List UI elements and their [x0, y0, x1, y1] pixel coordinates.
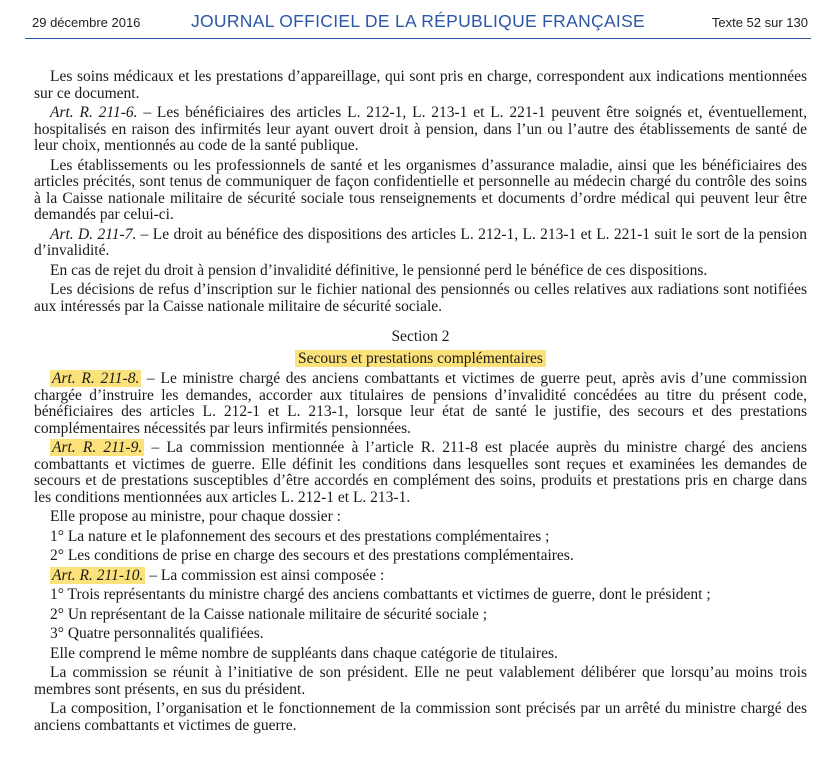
section-number: Section 2 — [391, 328, 450, 345]
article-label-highlighted: Art. R. 211-10. — [52, 566, 144, 584]
paragraph: Elle comprend le même nombre de suppléants dans chaque catégorie de titulaires. — [50, 644, 558, 662]
texte-reference: Texte 52 sur 130 — [711, 15, 808, 30]
article-r211-9 — [34, 440, 807, 506]
document-body — [34, 69, 807, 737]
list-item: 2° Un représentant de la Caisse nationale militaire de sécurité sociale ; — [50, 605, 488, 623]
article-r211-8 — [34, 371, 807, 437]
paragraph: Les décisions de refus d’inscription sur le fichier national des pensionnés ou celles relatives aux radiations sont notifiées aux intéressés par la Caisse nationale militaire de sécurité sociale. — [34, 281, 807, 315]
list-item: 1° La nature et le plafonnement des secours et des prestations complémentaires ; — [50, 527, 550, 545]
article-text: – Les bénéficiaires des articles L. 212-1, L. 213-1 et L. 221-1 peuvent être soignés et, éventuellement, hospitalisés en raison des infirmités leur ayant ouvert droit à pension, dans l’un ou l’autre des établissements de santé de leur choix, mentionnés au code de la santé publique. — [34, 104, 807, 154]
article-label-highlighted: Art. R. 211-9. — [52, 439, 143, 456]
paragraph: En cas de rejet du droit à pension d’invalidité définitive, le pensionné perd le bénéfice de ces dispositions. — [50, 261, 708, 279]
header-rule — [25, 38, 811, 39]
article-text: – La commission est ainsi composée : — [145, 566, 385, 584]
article-r211-6 — [34, 105, 807, 155]
paragraph: La commission se réunit à l’initiative de son président. Elle ne peut valablement délibérer que lorsqu’au moins trois membres sont présents, en sus du président. — [34, 664, 807, 698]
section-title — [34, 351, 807, 368]
journal-title: JOURNAL OFFICIEL DE LA RÉPUBLIQUE FRANÇAISE — [190, 11, 646, 31]
paragraph: Les soins médicaux et les prestations d’appareillage, qui sont pris en charge, correspondent aux indications mentionnées sur ce document. — [34, 68, 807, 102]
page-header — [0, 0, 836, 40]
section-title-text: Secours et prestations complémentaires — [295, 350, 546, 367]
article-r211-10 — [34, 568, 807, 585]
article-d211-7 — [34, 227, 807, 260]
paragraph: La composition, l’organisation et le fonctionnement de la commission sont précisés par un arrêté du ministre chargé des anciens combattants et victimes de guerre. — [34, 700, 807, 734]
article-label-highlighted: Art. R. 211-8. — [52, 370, 140, 387]
article-text: – La commission mentionnée à l’article R. 211-8 est placée auprès du ministre chargé des anciens combattants et victimes de guerre. Elle définit les conditions dans lesquelles sont reçues et examinées les demandes de secours et de prestations susceptibles d’être accordés en complément des soins, produits et prestations pris en charge dans les conditions mentionnées aux articles L. 212-1 et L. 213-1. — [34, 439, 807, 506]
paragraph: Les établissements ou les professionnels de santé et les organismes d’assurance maladie, ainsi que les bénéficiaires des articles précités, sont tenus de communiquer de façon confidentielle et personnelle au médecin chargé du contrôle des soins à la Caisse nationale militaire de sécurité sociale tous renseignements et documents d’ordre médical qui peuvent leur être demandés par celui-ci. — [34, 156, 807, 223]
article-label: Art. D. 211-7. — [50, 225, 137, 243]
article-text: – Le droit au bénéfice des dispositions des articles L. 212-1, L. 213-1 et L. 221-1 suit le sort de la pension d’invalidité. — [34, 225, 807, 259]
paragraph: Elle propose au ministre, pour chaque dossier : — [50, 508, 341, 525]
publication-date: 29 décembre 2016 — [32, 15, 141, 30]
list-item: 3° Quatre personnalités qualifiées. — [50, 625, 264, 642]
list-item: 1° Trois représentants du ministre chargé des anciens combattants et victimes de guerre, dont le président ; — [50, 586, 711, 603]
article-label: Art. R. 211-6. — [50, 104, 138, 121]
article-text: – Le ministre chargé des anciens combattants et victimes de guerre peut, après avis d’une commission chargée d’instruire les demandes, accorder aux titulaires de pensions d’invalidité concédées au titre du présent code, bénéficiaires des articles L. 212-1 et L. 213-1, lorsque leur état de santé le justifie, des secours et des prestations complémentaires nécessités par leurs infirmités pensionnées. — [34, 370, 808, 437]
list-item: 2° Les conditions de prise en charge des secours et des prestations complémentaires. — [50, 547, 574, 564]
